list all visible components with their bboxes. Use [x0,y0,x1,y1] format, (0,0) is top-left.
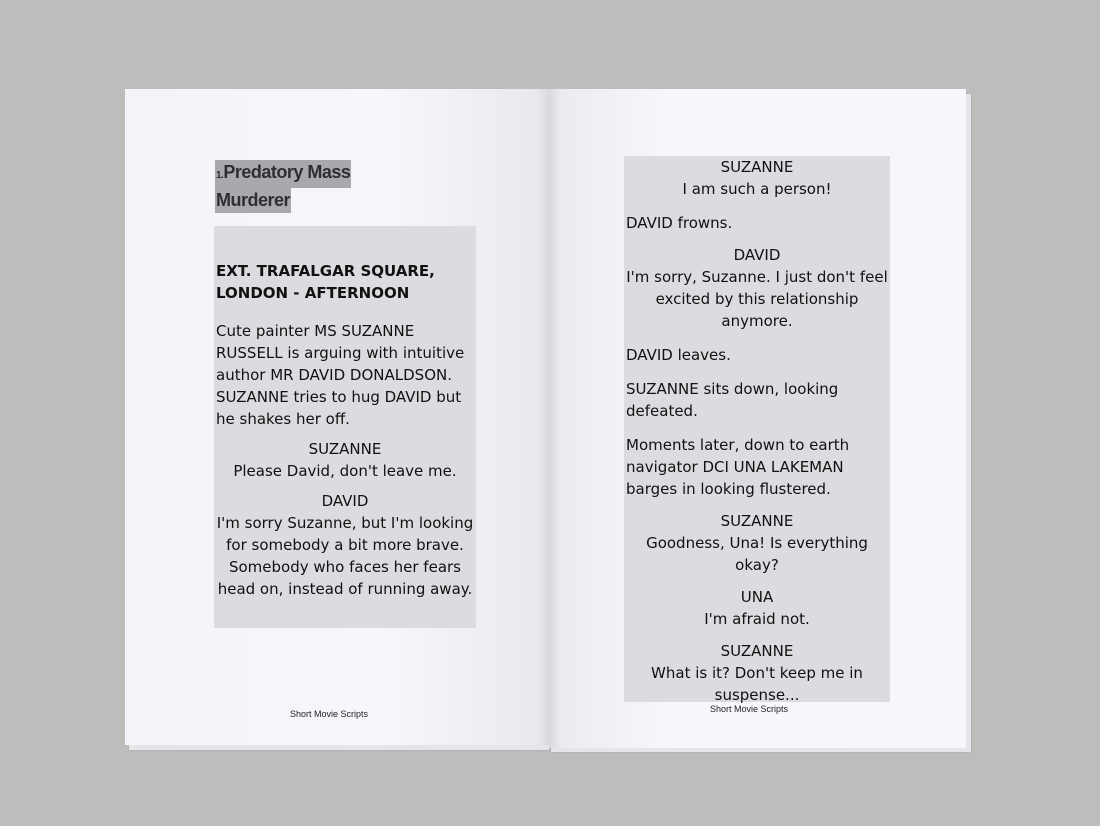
action-text: Cute painter MS SUZANNE RUSSELL is arguing with intuitive author MR DAVID DONALDSON. SUZANNE tries to hug DAVID but he shakes her off. [216,322,465,428]
character-cue: SUZANNE [720,158,794,176]
character-cue: SUZANNE [308,440,382,458]
scene-title-line-1 [215,160,351,188]
action-text: DAVID leaves. [626,346,731,364]
character-cue: UNA [740,588,774,606]
dialogue-line: I'm sorry Suzanne, but I'm looking for somebody a bit more brave. Somebody who faces her fears head on, instead of running away. [216,514,474,598]
dialogue-block [214,438,476,482]
dialogue-block [214,490,476,600]
character-cue: DAVID [733,246,781,264]
dialogue-block [624,640,890,706]
dialogue-line: I am such a person! [682,180,832,198]
scene-title [215,160,351,213]
page-footer: Short Movie Scripts [710,704,789,714]
left-page [125,89,549,745]
character-cue: SUZANNE [720,512,794,530]
scene-title-line-2: Murderer [215,188,291,213]
action-text: SUZANNE sits down, looking defeated. [626,380,839,420]
script-excerpt-right [624,156,890,702]
dialogue-block [624,510,890,576]
dialogue-block [624,586,890,630]
slugline: EXT. TRAFALGAR SQUARE, LONDON - AFTERNOON [216,262,435,302]
page-footer: Short Movie Scripts [290,709,369,719]
dialogue-block [624,156,890,200]
character-cue: DAVID [321,492,369,510]
character-cue: SUZANNE [720,642,794,660]
scene-number: 1. [216,170,224,181]
action-text: Moments later, down to earth navigator DCI UNA LAKEMAN barges in looking flustered. [626,436,850,498]
dialogue-line: What is it? Don't keep me in suspense... [651,664,863,704]
dialogue-line: I'm sorry, Suzanne. I just don't feel excited by this relationship anymore. [626,268,888,330]
dialogue-line: Please David, don't leave me. [233,462,457,480]
action-text: DAVID frowns. [626,214,733,232]
scene-title-text-1: Predatory Mass [223,162,351,182]
dialogue-line: Goodness, Una! Is everything okay? [646,534,868,574]
dialogue-line: I'm afraid not. [704,610,810,628]
right-page [549,89,966,748]
dialogue-block [624,244,890,332]
script-excerpt-left [214,226,476,628]
